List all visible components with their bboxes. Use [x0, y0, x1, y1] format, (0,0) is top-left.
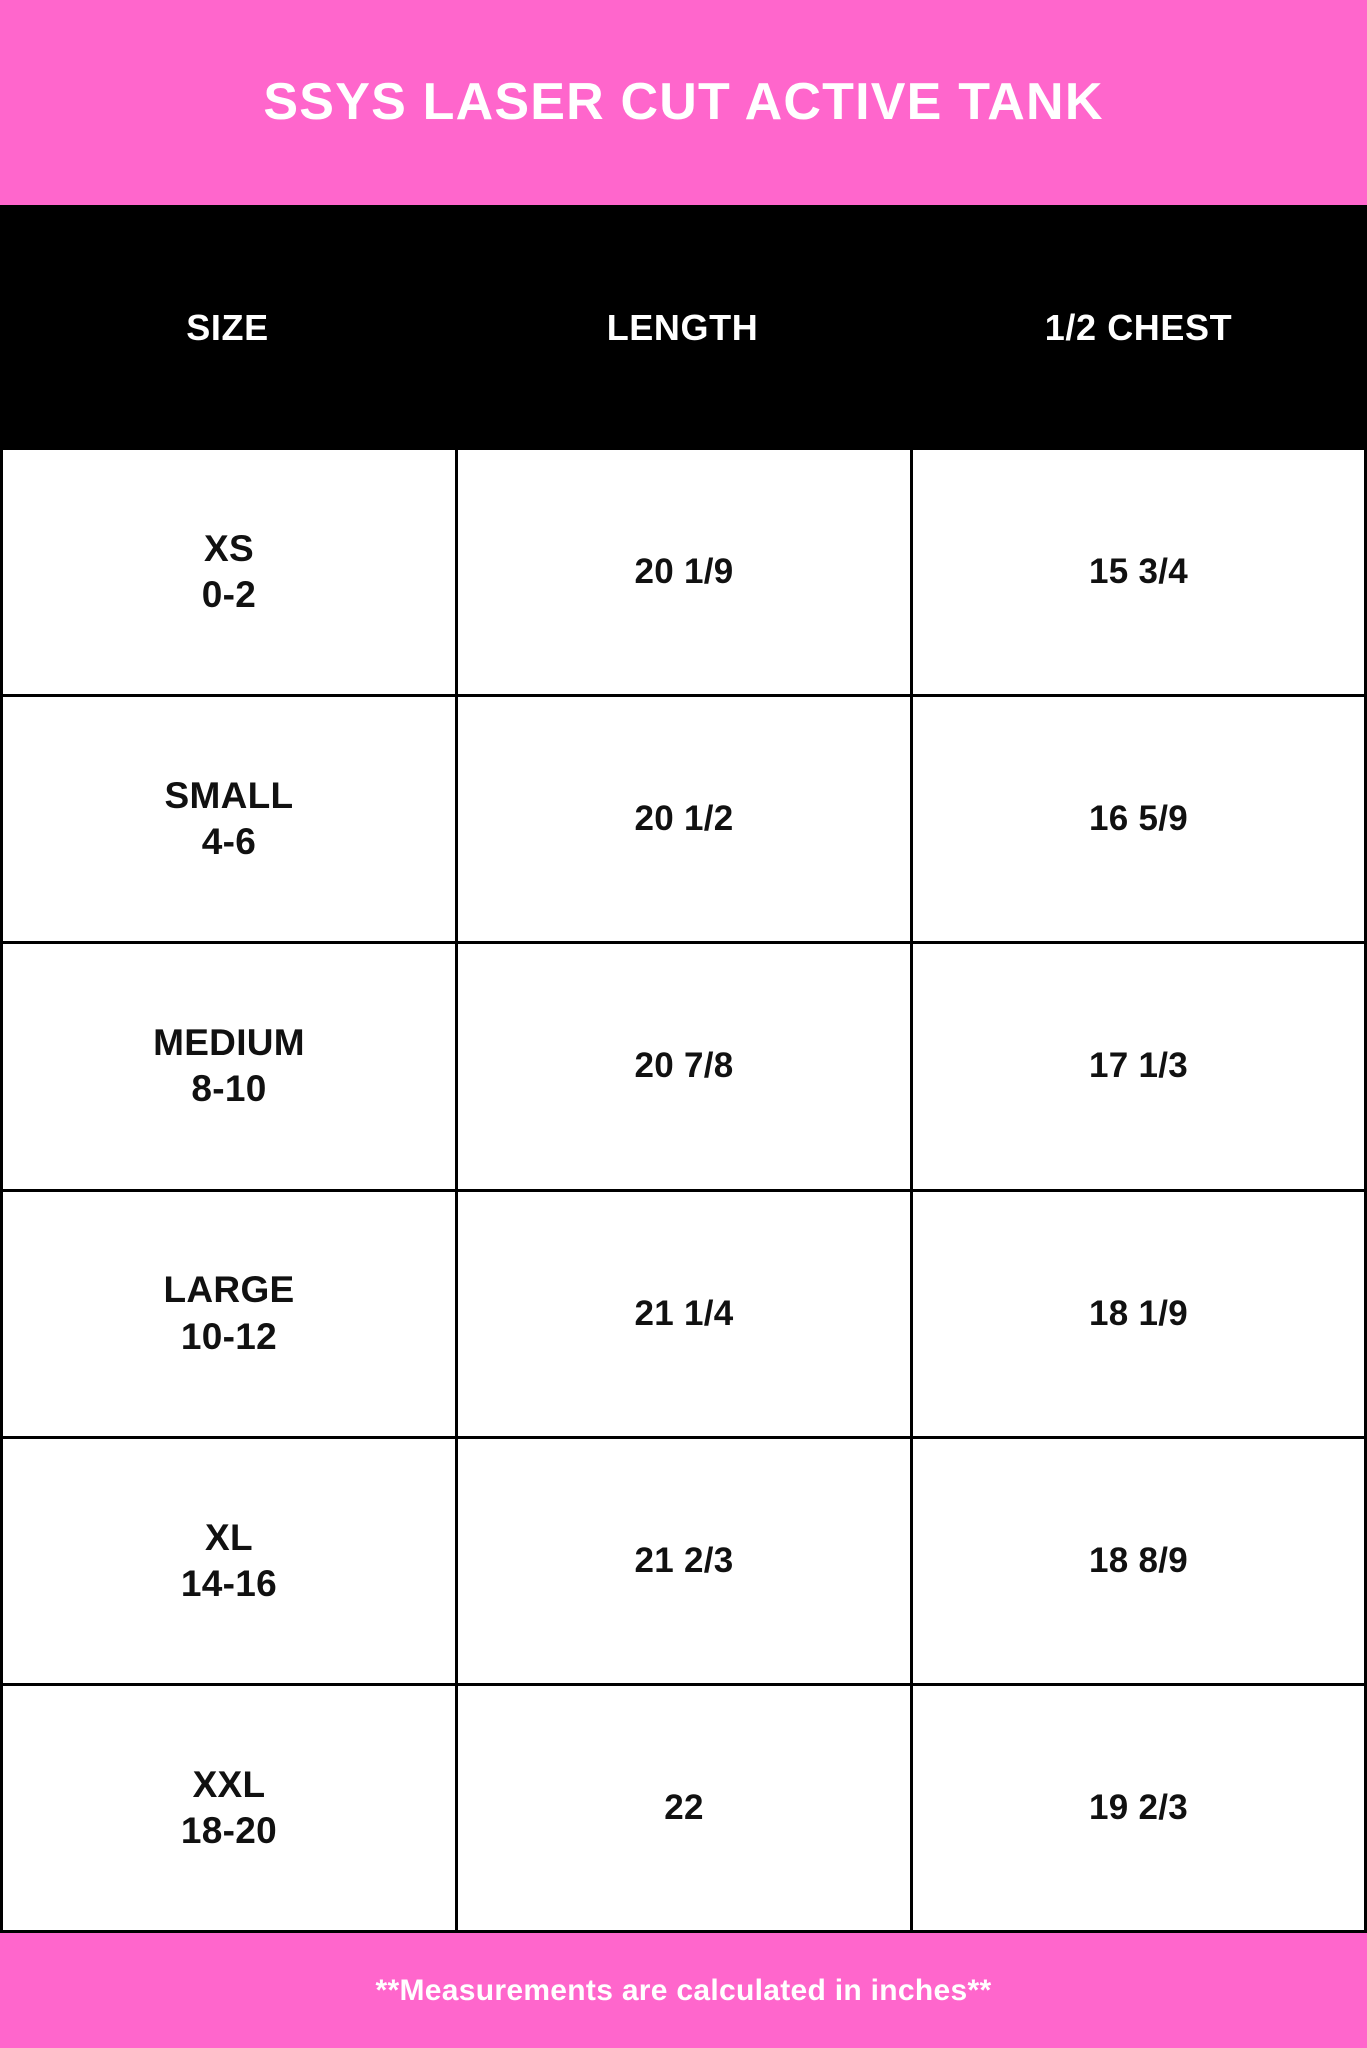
table-row [3, 944, 1364, 1191]
column-header-size: SIZE [186, 306, 269, 348]
size-name: MEDIUM [153, 1022, 305, 1064]
half-chest-value: 15 3/4 [1088, 552, 1189, 592]
cell-half-chest [913, 1686, 1364, 1930]
cell-size [3, 1686, 458, 1930]
length-value: 20 7/8 [634, 1046, 734, 1086]
size-range: 0-2 [201, 574, 257, 616]
cell-size [3, 1192, 458, 1436]
table-body [0, 450, 1367, 1933]
page-title: SSYS LASER CUT ACTIVE TANK [263, 72, 1104, 131]
half-chest-value: 19 2/3 [1088, 1787, 1189, 1827]
size-range: 8-10 [191, 1068, 267, 1110]
size-name: LARGE [163, 1269, 295, 1311]
table-row [3, 1192, 1364, 1439]
cell-length [458, 1439, 913, 1683]
half-chest-value: 18 8/9 [1088, 1540, 1189, 1580]
footer-bar [0, 1933, 1367, 2048]
size-range: 14-16 [180, 1562, 278, 1604]
cell-half-chest [913, 1439, 1364, 1683]
cell-length [458, 697, 913, 941]
table-row [3, 697, 1364, 944]
length-value: 21 1/4 [634, 1293, 734, 1333]
length-value: 20 1/9 [634, 552, 734, 592]
cell-half-chest [913, 697, 1364, 941]
size-name: XL [205, 1516, 253, 1558]
cell-size [3, 944, 458, 1188]
cell-length [458, 450, 913, 694]
length-value: 20 1/2 [634, 799, 734, 839]
half-chest-value: 18 1/9 [1088, 1293, 1189, 1333]
size-name: XXL [192, 1763, 266, 1805]
cell-size [3, 697, 458, 941]
half-chest-value: 17 1/3 [1088, 1046, 1189, 1086]
cell-length [458, 1192, 913, 1436]
table-row [3, 1686, 1364, 1933]
column-header-length: LENGTH [606, 306, 759, 348]
length-value: 22 [664, 1787, 704, 1827]
cell-length [458, 944, 913, 1188]
table-header-row [0, 205, 1367, 450]
cell-half-chest [913, 1192, 1364, 1436]
cell-half-chest [913, 944, 1364, 1188]
cell-size [3, 1439, 458, 1683]
size-range: 18-20 [180, 1809, 278, 1851]
length-value: 21 2/3 [634, 1540, 734, 1580]
size-range: 4-6 [201, 821, 257, 863]
size-name: SMALL [164, 775, 294, 816]
table-row [3, 450, 1364, 697]
size-range: 10-12 [180, 1315, 278, 1357]
cell-length [458, 1686, 913, 1930]
title-bar [0, 0, 1367, 205]
cell-half-chest [913, 450, 1364, 694]
measurement-note: **Measurements are calculated in inches** [375, 1973, 992, 2007]
column-header-half-chest: 1/2 CHEST [1044, 306, 1233, 348]
size-name: XS [204, 527, 254, 569]
half-chest-value: 16 5/9 [1088, 799, 1189, 839]
cell-size [3, 450, 458, 694]
table-row [3, 1439, 1364, 1686]
